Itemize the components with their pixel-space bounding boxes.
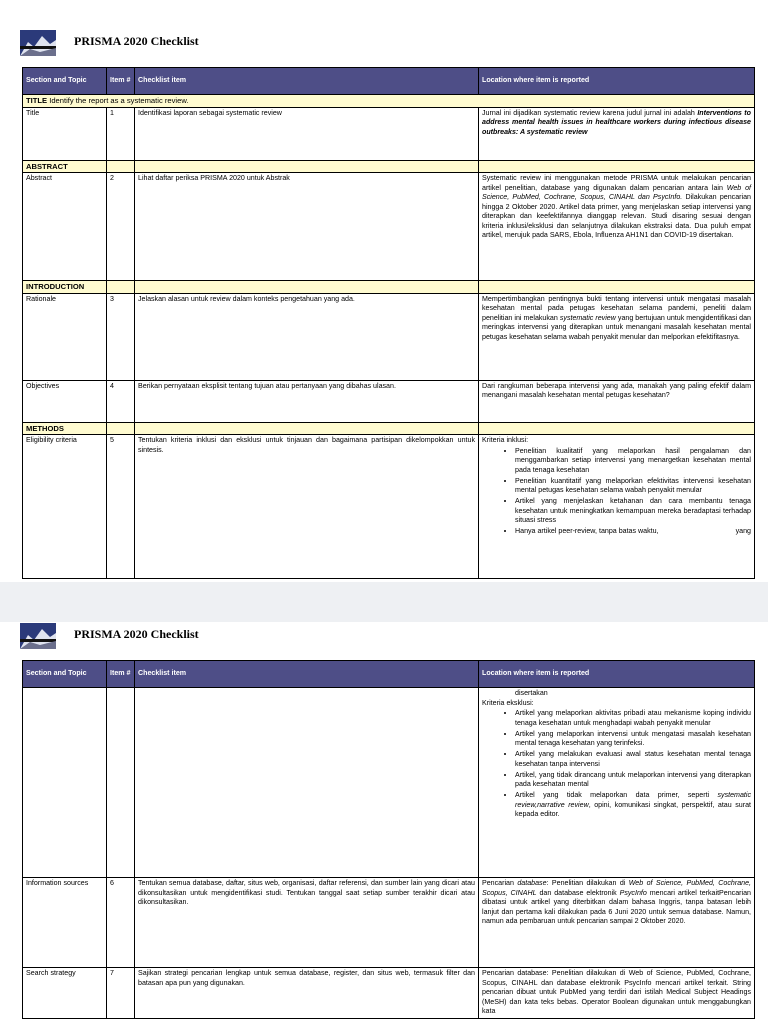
section-row-title bbox=[23, 95, 755, 108]
location-text: Pencarian bbox=[482, 879, 518, 887]
list-item: • Artikel, yang tidak dirancang untuk melaporkan intervensi yang diterapkan pada kesehatan mental bbox=[515, 771, 751, 790]
section-title: TITLE bbox=[26, 96, 48, 105]
checklist-cell: Tentukan kriteria inklusi dan eksklusi untuk tinjauan dan bagaimana partisipan dikelompokkan untuk sintesis. bbox=[135, 435, 479, 579]
location-cell bbox=[479, 435, 755, 579]
checklist-cell: Identifikasi laporan sebagai systematic review bbox=[135, 107, 479, 160]
topic-cell: Title bbox=[23, 107, 107, 160]
list-item-text: yang bbox=[735, 527, 751, 535]
checklist-cell: Berikan pernyataan eksplisit tentang tujuan atau pertanyaan yang dibahas ulasan. bbox=[135, 380, 479, 422]
checklist-cell: Jelaskan alasan untuk review dalam konteks pengetahuan yang ada. bbox=[135, 293, 479, 380]
item-num-cell: 3 bbox=[107, 293, 135, 380]
item-num-cell: 2 bbox=[107, 173, 135, 281]
topic-cell: Search strategy bbox=[23, 968, 107, 1019]
location-text: mencari artikel terkaitPencarian dibatasi untuk artikel yang diterbitkan dalam bahasa Inggris, tanpa batasan lebih lanjut dan pertama kali dilakukan pada 6 Juni 2020 untuk semua database. Namun, namun ada pembaruan untuk pencarian sampai 2 Oktober 2020. bbox=[482, 888, 751, 925]
item-num-cell: 4 bbox=[107, 380, 135, 422]
section-title-desc: Identify the report as a systematic review. bbox=[49, 96, 189, 105]
topic-cell: Eligibility criteria bbox=[23, 435, 107, 579]
checklist-cell: Lihat daftar periksa PRISMA 2020 untuk Abstrak bbox=[135, 173, 479, 281]
page-gap bbox=[0, 582, 768, 622]
topic-cell: Abstract bbox=[23, 173, 107, 281]
list-item: • Artikel yang melakukan evaluasi awal status kesehatan mental tenaga kesehatan tanpa intervensi bbox=[515, 750, 751, 769]
header-location: Location where item is reported bbox=[479, 661, 755, 688]
table-row bbox=[23, 878, 755, 968]
section-introduction: INTRODUCTION bbox=[23, 281, 107, 294]
table-row bbox=[23, 688, 755, 878]
location-text-emphasis: PsycInfo bbox=[619, 888, 647, 897]
location-text: Systematic review ini menggunakan metode PRISMA untuk melakukan pencarian artikel penelitian, database yang digunakan dalam pencarian antara lain bbox=[482, 174, 751, 192]
list-item: • Artikel yang melaporkan aktivitas pribadi atau mekanisme koping individu tenaga kesehatan untuk menghadapi wabah penyakit menular bbox=[515, 709, 751, 728]
list-item-text: Artikel yang tidak melaporkan data primer, seperti bbox=[515, 791, 718, 799]
inclusion-heading: Kriteria inklusi: bbox=[482, 436, 529, 444]
section-row-introduction bbox=[23, 281, 755, 294]
topic-cell: Information sources bbox=[23, 878, 107, 968]
exclusion-list bbox=[482, 709, 751, 820]
exclusion-heading: Kriteria eksklusi: bbox=[482, 698, 534, 707]
location-cell bbox=[479, 293, 755, 380]
item-num-cell: 6 bbox=[107, 878, 135, 968]
section-row-abstract bbox=[23, 160, 755, 173]
header-location: Location where item is reported bbox=[479, 68, 755, 95]
continued-text: disertakan bbox=[515, 689, 548, 697]
location-cell bbox=[479, 878, 755, 968]
location-text: Dilakukan pencarian hingga 2 Oktober 2020. Artikel data primer, yang menjelaskan setiap intervensi yang diterapkan dan keefektifannya dianggap relevan. Studi disaring sesuai dengan kriteria inklusi/eksklusi dan selanjutnya dilakukan ekstraksi data. Dua puluh empat artikel, merujuk pada SARS, Ebola, Influenza AH1N1 dan COVID-19 disertakan. bbox=[482, 193, 751, 239]
header-row bbox=[23, 68, 755, 95]
location-text-emphasis: database bbox=[517, 879, 547, 887]
header-checklist: Checklist item bbox=[135, 661, 479, 688]
header-row bbox=[23, 661, 755, 688]
header-checklist: Checklist item bbox=[135, 68, 479, 95]
table-row bbox=[23, 293, 755, 380]
location-cell bbox=[479, 173, 755, 281]
list-item: • Artikel yang menjelaskan ketahanan dan cara membantu tenaga kesehatan untuk meningkatkan kemampuan mereka beradaptasi terhadap situasi stress bbox=[515, 497, 751, 526]
location-text: Mempertimbangkan pentingnya bukti tentang intervensi untuk mengatasi masalah kesehatan mental pada petugas kesehatan selama pandemi, peneliti dalam penelitian ini melakukan bbox=[482, 294, 751, 322]
doc-title: PRISMA 2020 Checklist bbox=[74, 34, 199, 48]
list-item bbox=[515, 791, 751, 820]
topic-cell: Objectives bbox=[23, 380, 107, 422]
item-num-cell: 1 bbox=[107, 107, 135, 160]
section-methods: METHODS bbox=[23, 422, 107, 435]
location-text-emphasis: Web of Science, PubMed, Cochrane, Scopus, CINAHL bbox=[482, 879, 751, 897]
location-text-emphasis: systematic review bbox=[559, 313, 616, 322]
section-row-methods bbox=[23, 422, 755, 435]
topic-cell: Rationale bbox=[23, 293, 107, 380]
checklist-table-page2 bbox=[22, 660, 755, 1019]
table-row bbox=[23, 380, 755, 422]
location-text-emphasis: Interventions to address mental health issues in healthcare workers during infectious disease outbreaks: A systematic review bbox=[482, 108, 751, 136]
item-num-cell: 7 bbox=[107, 968, 135, 1019]
prisma-logo-icon bbox=[20, 30, 56, 56]
table-row bbox=[23, 968, 755, 1019]
location-text: yang bertujuan untuk mengidentifikasi dan meringkas intervensi yang diterapkan untuk menangani masalah kesehatan mental petugas kesehatan selama wabah penyakit menular dan melporkan efektifitasnya. bbox=[482, 313, 751, 341]
inclusion-list bbox=[482, 447, 751, 537]
header-item: Item # bbox=[107, 661, 135, 688]
section-abstract: ABSTRACT bbox=[23, 160, 107, 173]
list-item-text: • Hanya artikel peer-review, tanpa batas waktu, bbox=[515, 527, 659, 535]
header-section: Section and Topic bbox=[23, 68, 107, 95]
header-section: Section and Topic bbox=[23, 661, 107, 688]
table-row bbox=[23, 435, 755, 579]
checklist-cell: Tentukan semua database, daftar, situs web, organisasi, daftar referensi, dan sumber lain yang dicari atau dikonsultasikan untuk mengidentifikasi studi. Tentukan tanggal saat setiap sumber terakhir dicari atau dikonsultasikan. bbox=[135, 878, 479, 968]
location-cell: Dari rangkuman beberapa intervensi yang ada, manakah yang paling efektif dalam menangani masalah kesehatan mental petugas kesehatan? bbox=[479, 380, 755, 422]
list-item: • Penelitian kualitatif yang melaporkan hasil pengalaman dan menggambarkan setiap intervensi yang menargetkan kesehatan mental pada tenaga kesehatan bbox=[515, 447, 751, 476]
table-row bbox=[23, 173, 755, 281]
list-item: • Penelitian kuantitatif yang melaporkan efektivitas intervensi kesehatan mental petugas kesehatan selama wabah penyakit menular bbox=[515, 477, 751, 496]
checklist-cell: Sajikan strategi pencarian lengkap untuk semua database, register, dan situs web, termasuk filter dan batasan apa pun yang digunakan. bbox=[135, 968, 479, 1019]
location-text: Jurnal ini dijadikan systematic review karena judul jurnal ini adalah bbox=[482, 108, 698, 117]
doc-title: PRISMA 2020 Checklist bbox=[74, 627, 199, 641]
location-text: : Penelitian dilakukan di bbox=[546, 879, 629, 887]
table-row bbox=[23, 107, 755, 160]
header-item: Item # bbox=[107, 68, 135, 95]
location-cell bbox=[479, 688, 755, 878]
location-text: dan database elektronik bbox=[536, 888, 620, 897]
list-item-text: , opini, komunikasi singkat, perspektif, atau surat kepada editor. bbox=[515, 800, 751, 818]
location-cell bbox=[479, 107, 755, 160]
list-item-emphasis: systematic review,narrative review bbox=[515, 791, 751, 809]
location-cell: Pencarian database: Penelitian dilakukan di Web of Science, PubMed, Cochrane, Scopus, CINAHL dan database elektronik PsycInfo mencari artikel terkait. String pencarian dibuat untuk PubMed yang terdiri dari istilah Medical Subject Headings (MeSH) dan kata teks bebas. Operator Boolean digunakan untuk menggabungkan kata bbox=[479, 968, 755, 1019]
list-item: • Artikel yang melaporkan intervensi untuk mengatasi masalah kesehatan mental tenaga kesehatan yang terinfeksi. bbox=[515, 730, 751, 749]
location-text-emphasis: Web of Science, PubMed, Cochrane, Scopus, CINAHL dan PsycInfo. bbox=[482, 183, 751, 201]
checklist-table-page1 bbox=[22, 67, 755, 579]
list-item bbox=[515, 527, 751, 537]
item-num-cell: 5 bbox=[107, 435, 135, 579]
prisma-logo-icon bbox=[20, 623, 56, 649]
